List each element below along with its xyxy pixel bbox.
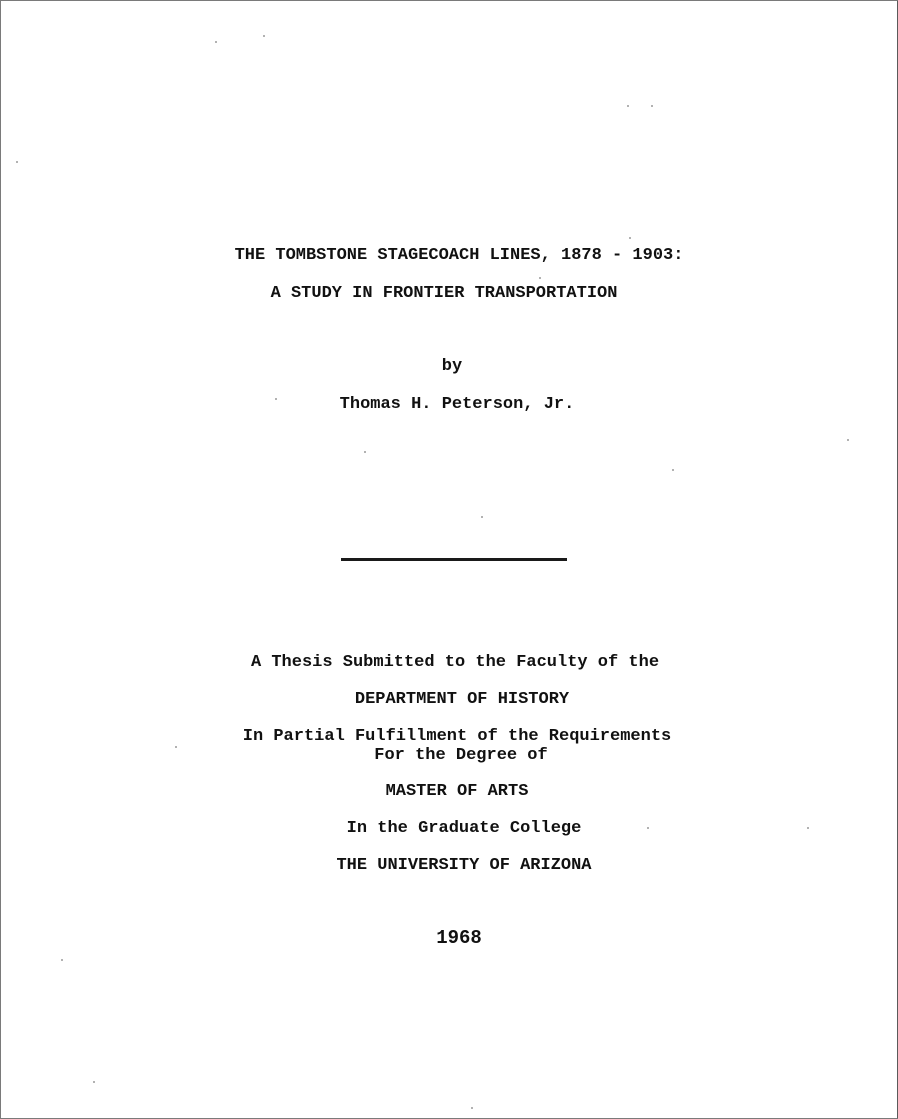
publication-year: 1968: [436, 927, 482, 949]
thesis-title-line-2: A STUDY IN FRONTIER TRANSPORTATION: [270, 284, 618, 303]
separator-rule: [341, 558, 567, 561]
scan-speck: [807, 827, 809, 829]
scan-speck: [263, 35, 265, 37]
scan-speck: [629, 237, 631, 239]
scan-speck: [847, 439, 849, 441]
scan-speck: [364, 451, 366, 453]
scan-speck: [651, 105, 653, 107]
scan-speck: [215, 41, 217, 43]
by-label: by: [441, 357, 463, 376]
scan-speck: [539, 277, 541, 279]
scan-speck: [672, 469, 674, 471]
scan-speck: [275, 398, 277, 400]
submission-statement: A Thesis Submitted to the Faculty of the: [250, 653, 660, 672]
partial-fulfillment-statement: In Partial Fulfillment of the Requirements: [242, 727, 672, 746]
scan-speck: [647, 827, 649, 829]
degree-for-statement: For the Degree of: [374, 746, 548, 765]
university-name: THE UNIVERSITY OF ARIZONA: [336, 856, 592, 875]
scan-speck: [16, 161, 18, 163]
graduate-college: In the Graduate College: [346, 819, 582, 838]
scan-speck: [61, 959, 63, 961]
scan-speck: [627, 105, 629, 107]
degree-name: MASTER OF ARTS: [385, 782, 529, 801]
scan-speck: [93, 1081, 95, 1083]
author-name: Thomas H. Peterson, Jr.: [339, 395, 575, 414]
scan-speck: [481, 516, 483, 518]
department-name: DEPARTMENT OF HISTORY: [354, 690, 570, 709]
scan-speck: [175, 746, 177, 748]
thesis-title-line-1: THE TOMBSTONE STAGECOACH LINES, 1878 - 1903:: [234, 246, 684, 265]
scan-speck: [471, 1107, 473, 1109]
